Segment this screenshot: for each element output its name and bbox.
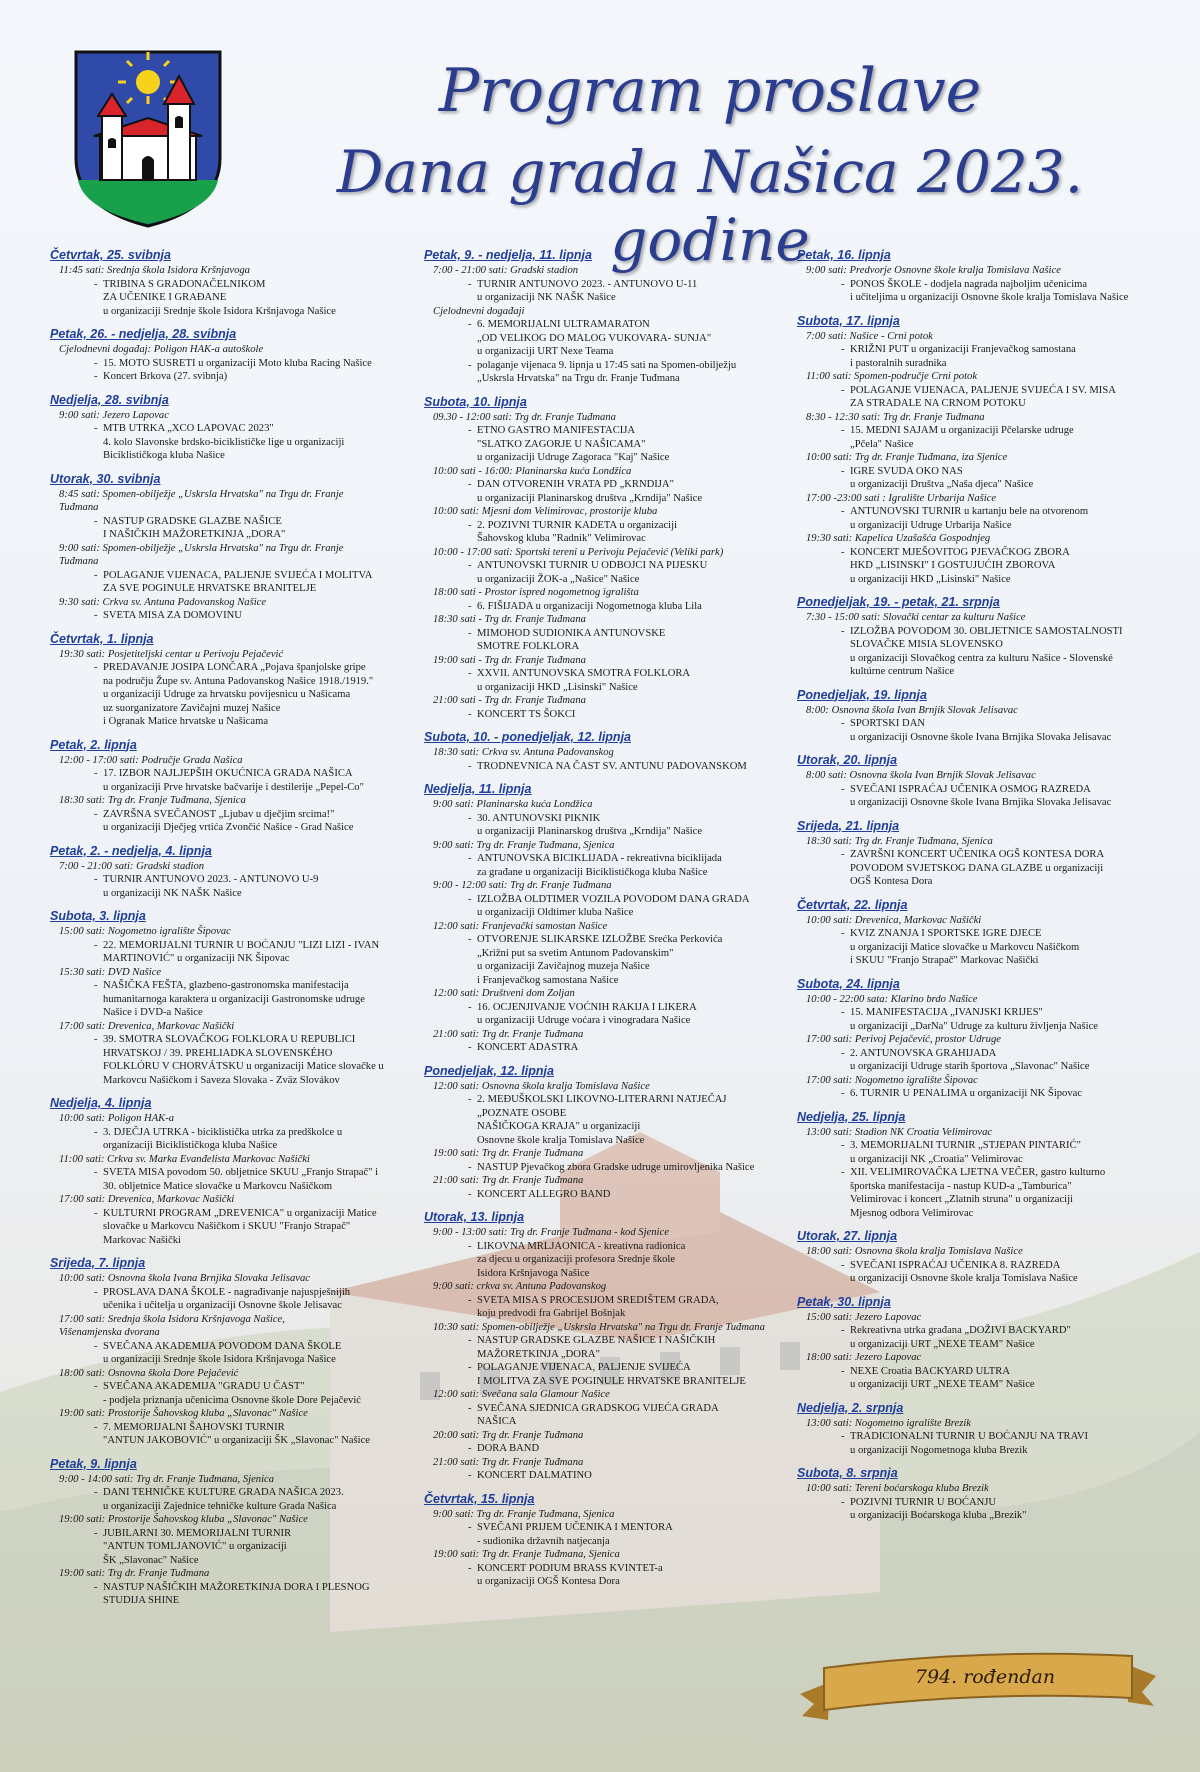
event-time-location: 12:00 sati: Osnovna škola kralja Tomislava Našice <box>433 1080 650 1092</box>
event-item: - ANTUNOVSKI TURNIR u kartanju bele na otvorenom u organizaciji Udruge Urbarija Našice <box>841 505 1157 532</box>
day-section <box>797 1293 1157 1392</box>
day-section <box>50 1094 408 1247</box>
event-time-location: 11:45 sati: Srednja škola Isidora Kršnjavoga <box>59 265 250 276</box>
event-time-location: 7:30 - 15:00 sati: Slovački centar za kulturu Našice <box>806 612 1026 623</box>
day-heading: Subota, 3. lipnja <box>50 909 146 923</box>
event-item: - KVIZ ZNANJA I SPORTSKE IGRE DJECE u organizaciji Matice slovačke u Markovcu Našičkom i SKUU "Franjo Strapač" Markovac Našički <box>841 927 1157 968</box>
event-item: - SVEČANA SJEDNICA GRADSKOG VIJEĆA GRADA NAŠICA <box>468 1402 794 1429</box>
event-time-location: 17:00 sati: Drevenica, Markovac Našički <box>59 1020 235 1032</box>
day-heading: Srijeda, 7. lipnja <box>50 1256 146 1270</box>
event-time-location: 9:00 sati: Planinarska kuća Londžica <box>433 799 593 810</box>
event-item: - SVEČANI ISPRAĆAJ UČENIKA OSMOG RAZREDA u organizaciji Osnovne škole Ivana Brnjika Slovaka Jelisavac <box>841 783 1157 810</box>
day-heading: Utorak, 13. lipnja <box>424 1210 525 1224</box>
event-item: - NASTUP Pjevačkog zbora Gradske udruge umirovljenika Našice <box>468 1161 794 1175</box>
program-column-2 <box>424 246 794 1596</box>
day-section <box>50 391 408 463</box>
day-heading: Petak, 30. lipnja <box>797 1294 891 1309</box>
event-item: - TRADICIONALNI TURNIR U BOĆANJU NA TRAVI u organizaciji Nogometnoga kluba Brezik <box>841 1430 1157 1457</box>
event-time-location: 17:00 sati: Drevenica, Markovac Našički <box>59 1194 235 1205</box>
day-section <box>424 393 794 722</box>
event-time-location: 18:00 sati - Prostor ispred nogometnog igrališta <box>433 587 639 598</box>
event-item: - 3. DJEČJA UTRKA - biciklistička utrka za predškolce u organizaciji Biciklističkoga kluba Našice <box>94 1126 408 1153</box>
event-item: - POLAGANJE VIJENACA, PALJENJE SVIJEĆA I MOLITVA ZA SVE POGINULE HRVATSKE BRANITELJE <box>94 569 408 596</box>
event-item: - XII. VELIMIROVAČKA LJETNA VEČER, gastro kulturno športska manifestacija - nastup KUD-a „Tamburica" Velimirovac i koncert „Zlatnih struna" u organizaciji Mjesnog odbora Velimirovac <box>841 1166 1157 1220</box>
page-title-line-1: Program proslave <box>438 56 982 126</box>
event-time-location: 10:00 sati: Mjesni dom Velimirovac, prostorije kluba <box>433 506 658 517</box>
day-section <box>797 246 1157 305</box>
event-time-location: 11:00 sati: Crkva sv. Marka Evanđelista Markovac Našički <box>59 1153 310 1165</box>
event-time-location: 17:00 sati: Perivoj Pejačević, prostor Udruge <box>806 1034 1001 1045</box>
day-heading: Utorak, 27. lipnja <box>797 1229 898 1243</box>
event-time-location: 12:00 sati: Svečana sala Glamour Našice <box>433 1389 610 1400</box>
event-time-location: 09.30 - 12:00 sati: Trg dr. Franje Tuđmana <box>433 411 616 423</box>
event-time-location: 19:30 sati: Posjetiteljski centar u Perivoju Pejačević <box>59 648 284 660</box>
event-time-location: 15:30 sati: DVD Našice <box>59 966 162 978</box>
day-section <box>797 1227 1157 1286</box>
day-heading: Ponedjeljak, 19. - petak, 21. srpnja <box>797 595 1000 609</box>
event-time-location: 8:00: Osnovna škola Ivan Brnjik Slovak Jelisavac <box>806 704 1018 716</box>
event-item: - 3. MEMORIJALNI TURNIR „STJEPAN PINTARIĆ" u organizaciji NK „Croatia" Velimirovac <box>841 1139 1157 1166</box>
event-item: - KONCERT DALMATINO <box>468 1469 794 1483</box>
event-item: - TRIBINA S GRADONAČELNIKOM ZA UČENIKE I GRAĐANE u organizaciji Srednje škole Isidora Kršnjavoga Našice <box>94 278 408 319</box>
day-heading: Subota, 8. srpnja <box>797 1466 898 1480</box>
event-time-location: 18:00 sati: Jezero Lapovac <box>806 1352 922 1363</box>
event-time-location: Cjelodnevni događaj: Poligon HAK-a autoškole <box>59 344 264 355</box>
event-item: - KONCERT MJEŠOVITOG PJEVAČKOG ZBORA HKD „LISINSKI" I GOSTUJUĆIH ZBOROVA u organizaciji HKD „Lisinski" Našice <box>841 546 1157 587</box>
program-column-1 <box>50 246 408 1615</box>
event-item: - PONOS ŠKOLE - dodjela nagrada najboljim učenicima i učiteljima u organizaciji Osnovne škole kralja Tomislava Našice <box>841 278 1157 305</box>
program-column-3 <box>797 246 1157 1530</box>
event-time-location: 11:00 sati: Spomen-područje Crni potok <box>806 371 978 382</box>
event-item: - KRIŽNI PUT u organizaciji Franjevačkog samostana i pastoralnih suradnika <box>841 343 1157 370</box>
event-item: - SVETA MISA S PROCESIJOM SREDIŠTEM GRADA, koju predvodi fra Gabrijel Bošnjak <box>468 1294 794 1321</box>
event-time-location: 19:00 sati - Trg dr. Franje Tuđmana <box>433 654 586 666</box>
event-item: - SVEČANA AKADEMIJA "GRADU U ČAST" - podjela priznanja učenicima Osnovne škole Dore Pejačević <box>94 1380 408 1407</box>
event-time-location: 15:00 sati: Nogometno igralište Šipovac <box>59 926 231 937</box>
event-item: - KULTURNI PROGRAM „DREVENICA" u organizaciji Matice slovačke u Markovcu Našičkom i SKUU "Franjo Strapač" Markovac Našički <box>94 1207 408 1248</box>
event-item: - 6. MEMORIJALNI ULTRAMARATON „OD VELIKOG DO MALOG VUKOVARA- SUNJA" u organizaciji URT Nexe Teama <box>468 318 794 359</box>
event-item: - KONCERT PODIUM BRASS KVINTET-a u organizaciji OGŠ Kontesa Dora <box>468 1562 794 1589</box>
event-item: - SVETA MISA ZA DOMOVINU <box>94 609 408 623</box>
day-heading: Nedjelja, 25. lipnja <box>797 1109 906 1124</box>
event-item: - POLAGANJE VIJENACA, PALJENJE SVIJEĆA I MOLITVA ZA SVE POGINULE HRVATSKE BRANITELJE <box>468 1361 794 1388</box>
day-section <box>50 907 408 1087</box>
event-time-location: 21:00 sati - Trg dr. Franje Tuđmana <box>433 695 586 706</box>
event-time-location: 9:00 - 13:00 sati: Trg dr. Franje Tuđmana - kod Sjenice <box>433 1227 669 1238</box>
event-item: - SVEČANI PRIJEM UČENIKA I MENTORA - sudionika državnih natjecanja <box>468 1521 794 1548</box>
event-time-location: 8:45 sati: Spomen-obilježje „Uskrsla Hrvatska" na Trgu dr. Franje Tuđmana <box>59 488 344 513</box>
day-section <box>797 1399 1157 1458</box>
event-item: - ETNO GASTRO MANIFESTACIJA "SLATKO ZAGORJE U NAŠICAMA" u organizaciji Udruge Zagoraca "Kaj" Našice <box>468 424 794 465</box>
event-item: - POZIVNI TURNIR U BOĆANJU u organizaciji Boćarskoga kluba „Brezik" <box>841 1496 1157 1523</box>
event-time-location: 12:00 - 17:00 sati: Područje Grada Našica <box>59 754 243 766</box>
event-time-location: 18:00 sati: Osnovna škola kralja Tomislava Našice <box>806 1246 1023 1257</box>
event-item: - 22. MEMORIJALNI TURNIR U BOĆANJU "LIZI LIZI - IVAN MARTINOVIĆ" u organizaciji NK Šipovac <box>94 939 408 966</box>
event-item: - TURNIR ANTUNOVO 2023. - ANTUNOVO U-11 u organizaciji NK NAŠK Našice <box>468 278 794 305</box>
event-time-location: 18:30 sati: Trg dr. Franje Tuđmana, Sjenica <box>59 795 246 806</box>
event-item: - NEXE Croatia BACKYARD ULTRA u organizaciji URT „NEXE TEAM" Našice <box>841 1365 1157 1392</box>
event-time-location: 18:30 sati: Crkva sv. Antuna Padovanskog <box>433 747 614 758</box>
day-section <box>797 593 1157 679</box>
event-item: - MTB UTRKA „XCO LAPOVAC 2023" 4. kolo Slavonske brdsko-biciklističke lige u organizaciji Biciklističkoga kluba Našice <box>94 422 408 463</box>
program-columns <box>0 246 1200 1746</box>
event-time-location: 19:00 sati: Prostorije Šahovskog kluba „Slavonac" Našice <box>59 1514 308 1525</box>
event-time-location: 10:00 sati: Trg dr. Franje Tuđmana, iza Sjenice <box>806 452 1008 463</box>
day-heading: Četvrtak, 22. lipnja <box>797 897 908 912</box>
day-section <box>797 312 1157 587</box>
event-item: - PREDAVANJE JOSIPA LONČARA „Pojava španjolske gripe na području Župe sv. Antuna Padovanskog Našice 1918./1919." u organizaciji Udruge za hrvatsku povijesnicu u Našicama uz suorganizatore Zavičajni muzej Našice i Ogranak Matice hrvatske u Našicama <box>94 661 408 729</box>
event-time-location: 9:30 sati: Crkva sv. Antuna Padovanskog Našice <box>59 596 267 608</box>
event-item: - IGRE SVUDA OKO NAS u organizaciji Društva „Naša djeca" Našice <box>841 465 1157 492</box>
day-heading: Utorak, 30. svibnja <box>50 471 161 486</box>
day-heading: Nedjelja, 28. svibnja <box>50 392 169 407</box>
event-item: - polaganje vijenaca 9. lipnja u 17:45 sati na Spomen-obilježju „Uskrsla Hrvatska" na Trgu dr. Franje Tuđmana <box>468 359 794 386</box>
event-item: - KONCERT ADASTRA <box>468 1041 794 1055</box>
event-item: - DANI TEHNIČKE KULTURE GRADA NAŠICA 2023. u organizaciji Zajednice tehničke kulture Grada Našica <box>94 1486 408 1513</box>
event-time-location: 12:00 sati: Društveni dom Zoljan <box>433 988 575 999</box>
event-time-location: 10:30 sati: Spomen-obilježje „Uskrsla Hrvatska" na Trgu dr. Franje Tuđmana <box>433 1321 765 1333</box>
day-section <box>424 1490 794 1589</box>
event-item: - DORA BAND <box>468 1442 794 1456</box>
day-section <box>424 1208 794 1483</box>
day-section <box>424 246 794 386</box>
event-time-location: 17:00 sati: Nogometno igralište Šipovac <box>806 1074 978 1086</box>
day-heading: Četvrtak, 15. lipnja <box>424 1491 535 1506</box>
day-section <box>424 1062 794 1202</box>
event-item: - POLAGANJE VIJENACA, PALJENJE SVIJEĆA I SV. MISA ZA STRADALE NA CRNOM POTOKU <box>841 384 1157 411</box>
event-time-location: 12:00 sati: Franjevački samostan Našice <box>433 920 608 932</box>
event-item: - 6. FIŠIJADA u organizaciji Nogometnoga kluba Lila <box>468 600 794 614</box>
day-section <box>50 842 408 901</box>
city-coat-of-arms-icon <box>72 48 224 230</box>
event-time-location: 10:00 - 22:00 sata: Klarino brdo Našice <box>806 993 978 1005</box>
event-item: - 15. MEDNI SAJAM u organizaciji Pčelarske udruge „Pčela" Našice <box>841 424 1157 451</box>
event-item: - KONCERT ALLEGRO BAND <box>468 1188 794 1202</box>
event-item: - IZLOŽBA OLDTIMER VOZILA POVODOM DANA GRADA u organizaciji Oldtimer kluba Našice <box>468 893 794 920</box>
day-heading: Četvrtak, 25. svibnja <box>50 248 171 262</box>
day-heading: Ponedjeljak, 12. lipnja <box>424 1063 554 1078</box>
event-time-location: 18:30 sati: Trg dr. Franje Tuđmana, Sjenica <box>806 835 993 847</box>
event-item: - DAN OTVORENIH VRATA PD „KRNDIJA" u organizaciji Planinarskog društva „Krndija" Našice <box>468 478 794 505</box>
event-item: - NASTUP GRADSKE GLAZBE NAŠICE I NAŠIČKIH MAŽORETKINJA „DORA" <box>94 515 408 542</box>
day-section <box>50 1254 408 1448</box>
event-item: - 2. MEĐUŠKOLSKI LIKOVNO-LITERARNI NATJEČAJ „POZNATE OSOBE NAŠIČKOGA KRAJA" u organizaciji Osnovne škole kralja Tomislava Našice <box>468 1093 794 1147</box>
event-time-location: 21:00 sati: Trg dr. Franje Tuđmana <box>433 1456 584 1468</box>
event-time-location: 21:00 sati: Trg dr. Franje Tuđmana <box>433 1175 584 1186</box>
event-item: - 15. MOTO SUSRETI u organizaciji Moto kluba Racing Našice <box>94 357 408 371</box>
event-item: - ANTUNOVSKI TURNIR U ODBOJCI NA PIJESKU u organizaciji ŽOK-a „Našice" Našice <box>468 559 794 586</box>
day-heading: Petak, 26. - nedjelja, 28. svibnja <box>50 327 237 341</box>
event-time-location: 9:00 sati: Trg dr. Franje Tuđmana, Sjenica <box>433 1508 615 1520</box>
event-item: - MIMOHOD SUDIONIKA ANTUNOVSKE SMOTRE FOLKLORA <box>468 627 794 654</box>
anniversary-text: 794. rođendan <box>914 1666 1056 1688</box>
day-section <box>50 630 408 729</box>
event-time-location: 10:00 sati: Drevenica, Markovac Našički <box>806 914 982 926</box>
day-heading: Utorak, 20. lipnja <box>797 753 898 767</box>
event-item: - NASTUP GRADSKE GLAZBE NAŠICE I NAŠIČKIH MAŽORETKINJA „DORA" <box>468 1334 794 1361</box>
day-section <box>797 1108 1157 1221</box>
event-time-location: 19:00 sati: Trg dr. Franje Tuđmana <box>433 1148 584 1159</box>
event-time-location: 19:00 sati: Trg dr. Franje Tuđmana, Sjenica <box>433 1549 620 1560</box>
event-item: - ZAVRŠNI KONCERT UČENIKA OGŠ KONTESA DORA POVODOM SVJETSKOG DANA GLAZBE u organizaciji OGŠ Kontesa Dora <box>841 848 1157 889</box>
event-item: - SVEČANI ISPRAĆAJ UČENIKA 8. RAZREDA u organizaciji Osnovne škole kralja Tomislava Našice <box>841 1259 1157 1286</box>
event-time-location: 8:30 - 12:30 sati: Trg dr. Franje Tuđmana <box>806 411 985 423</box>
event-item: - ANTUNOVSKA BICIKLIJADA - rekreativna biciklijada za građane u organizaciji Biciklističkoga kluba Našice <box>468 852 794 879</box>
day-section <box>50 736 408 835</box>
event-item: - OTVORENJE SLIKARSKE IZLOŽBE Srećka Perkovića „Križni put sa svetim Antunom Padovanskim" u organizaciji Zavičajnog muzeja Našice i Franjevačkog samostana Našice <box>468 933 794 987</box>
day-heading: Petak, 9. - nedjelja, 11. lipnja <box>424 248 592 262</box>
event-time-location: 21:00 sati: Trg dr. Franje Tuđmana <box>433 1028 584 1040</box>
day-heading: Srijeda, 21. lipnja <box>797 818 900 833</box>
event-item: - XXVII. ANTUNOVSKA SMOTRA FOLKLORA u organizaciji HKD „Lisinski" Našice <box>468 667 794 694</box>
event-time-location: 10:00 sati - 16:00: Planinarska kuća Londžica <box>433 465 632 477</box>
event-item: - 6. TURNIR U PENALIMA u organizaciji NK Šipovac <box>841 1087 1157 1101</box>
event-item: - Rekreativna utrka građana „DOŽIVI BACKYARD" u organizaciji URT „NEXE TEAM" Našice <box>841 1324 1157 1351</box>
day-heading: Nedjelja, 4. lipnja <box>50 1096 152 1110</box>
event-time-location: 19:00 sati: Trg dr. Franje Tuđmana <box>59 1568 210 1579</box>
day-section <box>50 1455 408 1608</box>
event-item: - 30. ANTUNOVSKI PIKNIK u organizaciji Planinarskog društva „Krndija" Našice <box>468 812 794 839</box>
event-item: - 2. ANTUNOVSKA GRAHIJADA u organizaciji Udruge starih športova „Slavonac" Našice <box>841 1047 1157 1074</box>
page-title-line-2: Dana grada Našica 2023. godine <box>336 138 1084 274</box>
day-heading: Ponedjeljak, 19. lipnja <box>797 687 927 702</box>
day-section <box>50 325 408 384</box>
day-heading: Subota, 10. lipnja <box>424 394 527 409</box>
event-time-location: 7:00 - 21:00 sati: Gradski stadion <box>433 265 579 276</box>
event-time-location: 9:00 sati: crkva sv. Antuna Padovanskog <box>433 1281 607 1292</box>
event-item: - 15. MANIFESTACIJA „IVANJSKI KRIJES" u organizaciji „DarNa" Udruge za kulturu življenja Našice <box>841 1006 1157 1033</box>
event-time-location: 7:00 sati: Našice - Crni potok <box>806 330 933 342</box>
day-heading: Subota, 24. lipnja <box>797 976 900 991</box>
event-time-location: 18:00 sati: Osnovna škola Dore Pejačević <box>59 1367 239 1379</box>
event-time-location: 10:00 - 17:00 sati: Sportski tereni u Perivoju Pejačević (Veliki park) <box>433 546 724 558</box>
event-time-location: 9:00 - 12:00 sati: Trg dr. Franje Tuđmana <box>433 880 612 891</box>
day-heading: Subota, 10. - ponedjeljak, 12. lipnja <box>424 730 631 744</box>
event-item: - TURNIR ANTUNOVO 2023. - ANTUNOVO U-9 u organizaciji NK NAŠK Našice <box>94 873 408 900</box>
event-time-location: 10:00 sati: Tereni boćarskoga kluba Brezik <box>806 1483 989 1494</box>
event-item: - IZLOŽBA POVODOM 30. OBLJETNICE SAMOSTALNOSTI SLOVAČKE MISIA SLOVENSKO u organizaciji Slovačkog centra za kulturu Našice - Slovenské kultúrne centrum Našice <box>841 625 1157 679</box>
day-heading: Petak, 2. lipnja <box>50 737 137 752</box>
event-time-location: 9:00 sati: Spomen-obilježje „Uskrsla Hrvatska" na Trgu dr. Franje Tuđmana <box>59 542 344 567</box>
event-time-location: 13:00 sati: Stadion NK Croatia Velimirovac <box>806 1126 993 1138</box>
event-time-location: 10:00 sati: Poligon HAK-a <box>59 1113 175 1124</box>
event-time-location: 19:00 sati: Prostorije Šahovskog kluba „Slavonac" Našice <box>59 1408 308 1419</box>
event-item: - 39. SMOTRA SLOVAČKOG FOLKLORA U REPUBLICI HRVATSKOJ / 39. PREHLIADKA SLOVENSKÉHO FOLKLÓRU V CHORVÁTSKU u organizaciji Matice slovačke u Markovcu Našičkom i Saveza Slovaka - Zväz Slovákov <box>94 1033 408 1087</box>
event-time-location: Cjelodnevni događaji <box>433 305 525 317</box>
event-item: - 16. OCJENJIVANJE VOĆNIH RAKIJA I LIKERA u organizaciji Udruge voćara i vinogradara Našice <box>468 1001 794 1028</box>
day-section <box>424 728 794 773</box>
event-time-location: 10:00 sati: Osnovna škola Ivana Brnjika Slovaka Jelisavac <box>59 1273 310 1284</box>
event-item: - NAŠIČKA FEŠTA, glazbeno-gastronomska manifestacija humanitarnoga karaktera u organizaciji Gastronomske udruge Našice i DVD-a Našice <box>94 979 408 1020</box>
day-section <box>424 780 794 1055</box>
day-heading: Petak, 9. lipnja <box>50 1456 137 1471</box>
event-item: - Koncert Brkova (27. svibnja) <box>94 370 408 384</box>
day-heading: Petak, 16. lipnja <box>797 248 891 262</box>
event-time-location: 20:00 sati: Trg dr. Franje Tuđmana <box>433 1429 584 1441</box>
event-item: - SPORTSKI DAN u organizaciji Osnovne škole Ivana Brnjika Slovaka Jelisavac <box>841 717 1157 744</box>
day-section <box>50 470 408 623</box>
day-heading: Nedjelja, 2. srpnja <box>797 1400 904 1415</box>
event-item: - NASTUP NAŠIČKIH MAŽORETKINJA DORA I PLESNOG STUDIJA SHINE <box>94 1581 408 1608</box>
event-time-location: 9:00 sati: Trg dr. Franje Tuđmana, Sjenica <box>433 839 615 851</box>
day-section <box>50 246 408 318</box>
day-section <box>797 817 1157 889</box>
day-section <box>797 686 1157 745</box>
event-time-location: 17:00 -23:00 sati : Igralište Urbarija Našice <box>806 492 997 504</box>
event-time-location: 9:00 sati: Predvorje Osnovne škole kralja Tomislava Našice <box>806 265 1061 276</box>
day-heading: Nedjelja, 11. lipnja <box>424 782 532 796</box>
day-section <box>797 975 1157 1101</box>
day-heading: Petak, 2. - nedjelja, 4. lipnja <box>50 843 212 858</box>
event-time-location: 19:30 sati: Kapelica Uzašašća Gospodnjeg <box>806 533 991 544</box>
event-item: - LIKOVNA MRLJAONICA - kreativna radionica za djecu u organizaciji profesora Srednje škole Isidora Kršnjavoga Našice <box>468 1240 794 1281</box>
event-time-location: 9:00 sati: Jezero Lapovac <box>59 409 169 421</box>
event-time-location: 8:00 sati: Osnovna škola Ivan Brnjik Slovak Jelisavac <box>806 770 1036 781</box>
day-heading: Četvrtak, 1. lipnja <box>50 631 154 646</box>
event-item: - 17. IZBOR NAJLJEPŠIH OKUĆNICA GRADA NAŠICA u organizaciji Prve hrvatske bačvarije i destilerije „Pepel-Co" <box>94 767 408 794</box>
event-item: - PROSLAVA DANA ŠKOLE - nagrađivanje najuspješnijih učenika i učitelja u organizaciji Osnovne škole Jelisavac <box>94 1286 408 1313</box>
day-section <box>797 751 1157 810</box>
event-time-location: 15:00 sati: Jezero Lapovac <box>806 1311 922 1323</box>
event-item: - KONCERT TS ŠOKCI <box>468 708 794 722</box>
event-item: - JUBILARNI 30. MEMORIJALNI TURNIR "ANTUN TOMLJANOVIĆ" u organizaciji ŠK „Slavonac" Našice <box>94 1527 408 1568</box>
event-time-location: 7:00 - 21:00 sati: Gradski stadion <box>59 860 205 872</box>
event-time-location: 9:00 - 14:00 sati: Trg dr. Franje Tuđmana, Sjenica <box>59 1473 275 1485</box>
day-heading: Subota, 17. lipnja <box>797 313 900 328</box>
event-item: - SVETA MISA povodom 50. obljetnice SKUU „Franjo Strapač" i 30. obljetnice Matice slovačke u Markovcu Našičkom <box>94 1166 408 1193</box>
event-time-location: 18:30 sati - Trg dr. Franje Tuđmana <box>433 614 586 625</box>
event-item: - SVEČANA AKADEMIJA POVODOM DANA ŠKOLE u organizaciji Srednje škole Isidora Kršnjavoga Našice <box>94 1340 408 1367</box>
event-item: - 2. POZIVNI TURNIR KADETA u organizaciji Šahovskog kluba "Radnik" Velimirovac <box>468 519 794 546</box>
day-section <box>797 1464 1157 1523</box>
day-section <box>797 896 1157 968</box>
event-item: - ZAVRŠNA SVEČANOST „Ljubav u dječjim srcima!" u organizaciji Dječjeg vrtića Zvončić Našice - Grad Našice <box>94 808 408 835</box>
event-time-location: 13:00 sati: Nogometno igralište Brezik <box>806 1417 971 1429</box>
event-item: - TRODNEVNICA NA ČAST SV. ANTUNU PADOVANSKOM <box>468 760 794 774</box>
event-item: - 7. MEMORIJALNI ŠAHOVSKI TURNIR "ANTUN JAKOBOVIĆ" u organizaciji ŠK „Slavonac" Našice <box>94 1421 408 1448</box>
event-time-location: 17:00 sati: Srednja škola Isidora Kršnjavoga Našice, Višenamjenska dvorana <box>59 1313 285 1338</box>
